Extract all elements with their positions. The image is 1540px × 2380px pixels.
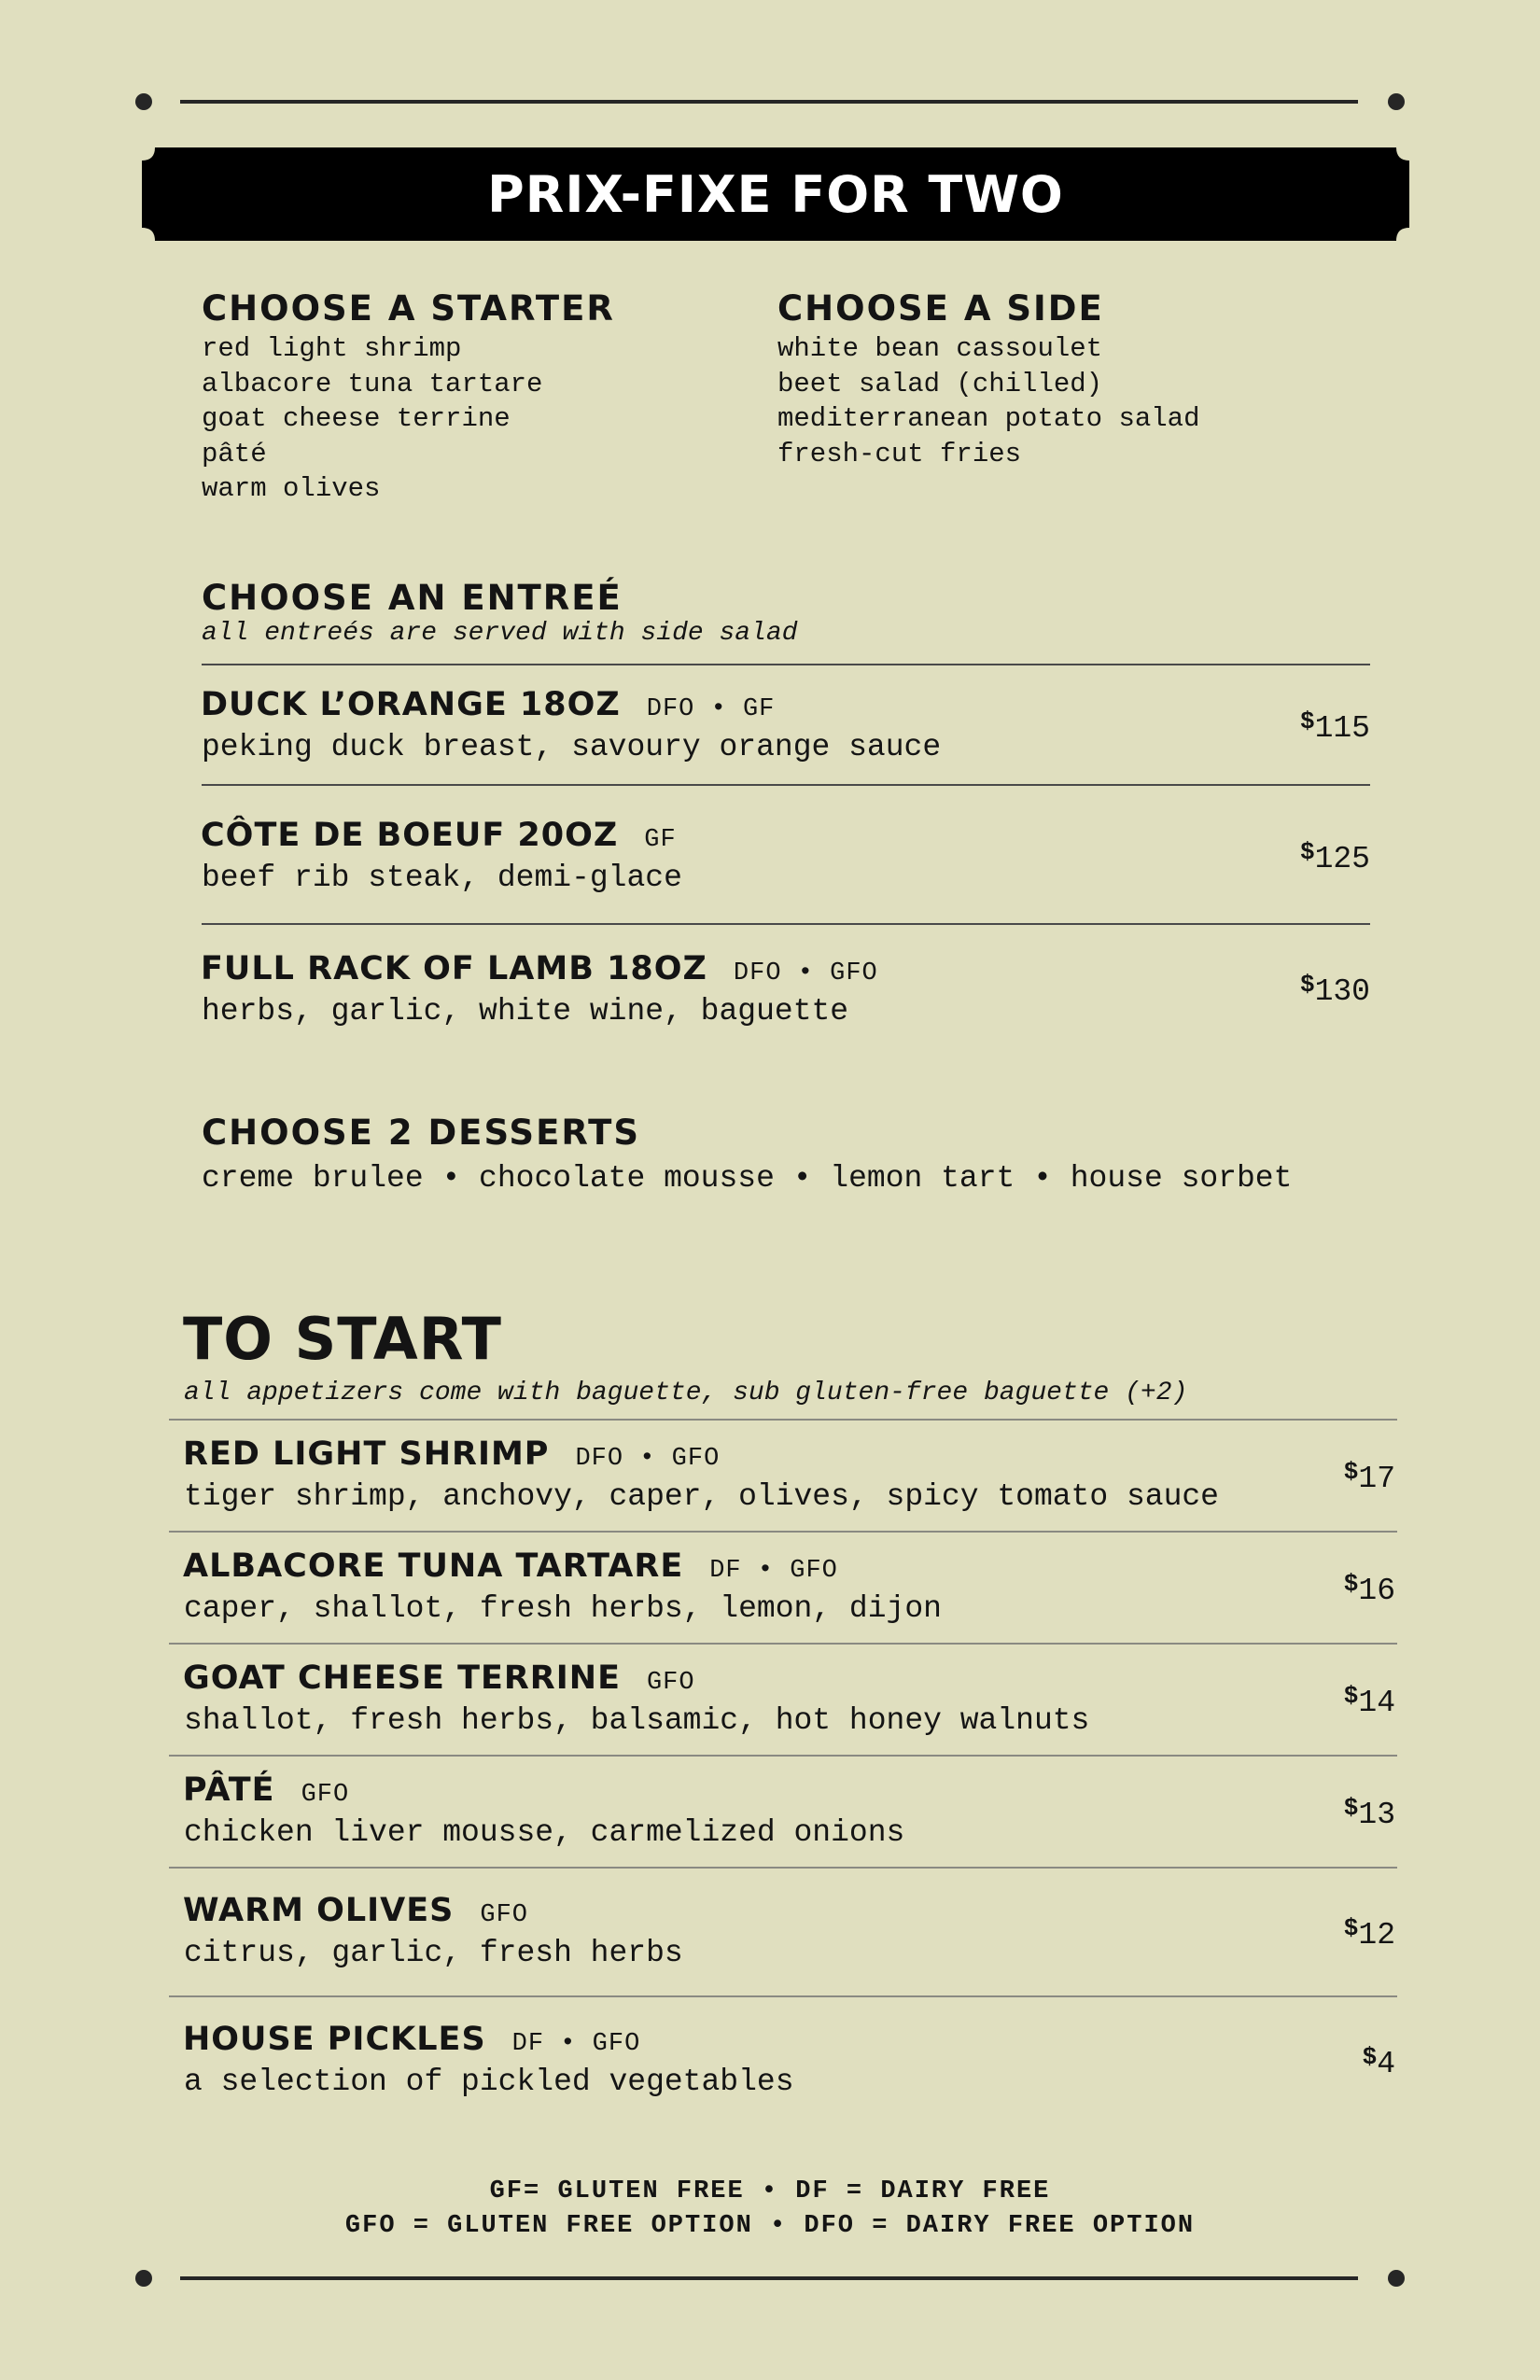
item-name: RED LIGHT SHRIMP bbox=[183, 1435, 550, 1473]
appetizer-item-title bbox=[183, 2023, 640, 2057]
bottom-rule bbox=[180, 2276, 1358, 2280]
appetizer-item-title bbox=[183, 1892, 528, 1929]
item-name: WARM OLIVES bbox=[183, 1892, 455, 1929]
to-start-note: all appetizers come with baguette, sub gluten-free baguette (+2) bbox=[184, 1379, 1188, 1407]
entree-divider bbox=[202, 923, 1370, 925]
list-item: albacore tuna tartare bbox=[202, 368, 543, 399]
list-item: white bean cassoulet bbox=[777, 333, 1103, 364]
price-value: 13 bbox=[1358, 1798, 1395, 1832]
ornament-dot-top-right bbox=[1388, 93, 1405, 110]
item-price bbox=[1300, 971, 1370, 1009]
item-description: shallot, fresh herbs, balsamic, hot honey walnuts bbox=[184, 1703, 1090, 1738]
desserts-heading: CHOOSE 2 DESSERTS bbox=[202, 1113, 641, 1153]
entree-item-title bbox=[201, 950, 878, 987]
item-name: GOAT CHEESE TERRINE bbox=[183, 1659, 621, 1697]
list-item: red light shrimp bbox=[202, 333, 462, 364]
entree-note: all entreés are served with side salad bbox=[202, 619, 798, 648]
ornament-dot-bottom-right bbox=[1388, 2270, 1405, 2287]
item-name: PÂTÉ bbox=[183, 1771, 275, 1809]
item-description: beef rib steak, demi-glace bbox=[202, 861, 682, 895]
item-price bbox=[1344, 1794, 1395, 1832]
appetizer-item-title bbox=[183, 1547, 838, 1585]
list-item: fresh-cut fries bbox=[777, 438, 1022, 469]
item-price bbox=[1344, 1458, 1395, 1496]
dietary-tags: DFO • GF bbox=[646, 695, 776, 723]
price-value: 130 bbox=[1314, 974, 1370, 1009]
price-value: 125 bbox=[1314, 842, 1370, 876]
starter-heading: CHOOSE A STARTER bbox=[202, 288, 615, 329]
ornament-dot-bottom-left bbox=[135, 2270, 152, 2287]
item-price bbox=[1344, 1682, 1395, 1720]
list-item: mediterranean potato salad bbox=[777, 403, 1200, 434]
appetizer-item-title bbox=[183, 1659, 695, 1697]
dietary-legend-line-2: GFO = GLUTEN FREE OPTION • DFO = DAIRY FREE OPTION bbox=[344, 2212, 1196, 2240]
appetizer-item-title bbox=[183, 1435, 721, 1473]
item-description: a selection of pickled vegetables bbox=[184, 2065, 794, 2099]
to-start-heading: TO START bbox=[183, 1305, 502, 1373]
dietary-tags: DFO • GFO bbox=[575, 1445, 721, 1473]
price-value: 17 bbox=[1358, 1462, 1395, 1496]
item-description: caper, shallot, fresh herbs, lemon, dijon bbox=[184, 1591, 942, 1626]
appetizer-divider bbox=[169, 1755, 1397, 1757]
dietary-tags: GFO bbox=[646, 1669, 695, 1697]
list-item: goat cheese terrine bbox=[202, 403, 511, 434]
currency-symbol: $ bbox=[1299, 707, 1315, 735]
price-value: 12 bbox=[1358, 1918, 1395, 1953]
side-heading: CHOOSE A SIDE bbox=[777, 288, 1104, 329]
top-rule bbox=[180, 100, 1358, 104]
currency-symbol: $ bbox=[1362, 2043, 1378, 2071]
item-description: peking duck breast, savoury orange sauce bbox=[202, 730, 942, 764]
banner-title: PRIX-FIXE FOR TWO bbox=[487, 164, 1064, 224]
appetizer-divider bbox=[169, 1643, 1397, 1645]
dietary-tags: GF bbox=[644, 826, 677, 854]
list-item: beet salad (chilled) bbox=[777, 368, 1103, 399]
desserts-list: creme brulee • chocolate mousse • lemon tart • house sorbet bbox=[202, 1161, 1293, 1196]
entree-item-title bbox=[201, 686, 776, 723]
item-description: citrus, garlic, fresh herbs bbox=[184, 1936, 683, 1970]
price-value: 4 bbox=[1377, 2047, 1395, 2081]
appetizer-divider bbox=[169, 1995, 1397, 1997]
appetizer-divider bbox=[169, 1867, 1397, 1869]
item-description: herbs, garlic, white wine, baguette bbox=[202, 994, 849, 1029]
currency-symbol: $ bbox=[1343, 1570, 1359, 1598]
entree-heading: CHOOSE AN ENTREÉ bbox=[202, 578, 623, 618]
currency-symbol: $ bbox=[1343, 1682, 1359, 1710]
list-item: pâté bbox=[202, 438, 267, 469]
price-value: 14 bbox=[1358, 1686, 1395, 1720]
item-name: CÔTE DE BOEUF 20OZ bbox=[201, 817, 619, 854]
starter-list bbox=[202, 331, 542, 507]
appetizer-divider bbox=[169, 1531, 1397, 1533]
dietary-tags: DFO • GFO bbox=[733, 959, 878, 987]
entree-divider bbox=[202, 664, 1370, 665]
prix-fixe-banner bbox=[142, 147, 1409, 241]
item-price bbox=[1363, 2043, 1395, 2081]
item-description: tiger shrimp, anchovy, caper, olives, spicy tomato sauce bbox=[184, 1479, 1219, 1514]
item-price bbox=[1300, 707, 1370, 746]
ornament-dot-top-left bbox=[135, 93, 152, 110]
item-name: DUCK L’ORANGE 18OZ bbox=[201, 686, 621, 723]
item-description: chicken liver mousse, carmelized onions bbox=[184, 1815, 905, 1850]
appetizer-item-title bbox=[183, 1771, 350, 1809]
dietary-tags: GFO bbox=[480, 1901, 528, 1929]
entree-divider bbox=[202, 784, 1370, 786]
item-price bbox=[1344, 1914, 1395, 1953]
dietary-tags: DF • GFO bbox=[709, 1557, 838, 1585]
item-name: ALBACORE TUNA TARTARE bbox=[183, 1547, 684, 1585]
dietary-tags: DF • GFO bbox=[511, 2030, 641, 2058]
item-price bbox=[1300, 838, 1370, 876]
item-price bbox=[1344, 1570, 1395, 1608]
entree-item-title bbox=[201, 819, 677, 853]
dietary-tags: GFO bbox=[301, 1781, 350, 1809]
item-name: FULL RACK OF LAMB 18OZ bbox=[201, 950, 707, 987]
list-item: warm olives bbox=[202, 473, 381, 504]
currency-symbol: $ bbox=[1343, 1458, 1359, 1486]
side-list bbox=[777, 331, 1199, 471]
currency-symbol: $ bbox=[1343, 1794, 1359, 1822]
price-value: 16 bbox=[1358, 1574, 1395, 1608]
price-value: 115 bbox=[1314, 711, 1370, 746]
currency-symbol: $ bbox=[1299, 838, 1315, 866]
item-name: HOUSE PICKLES bbox=[183, 2021, 486, 2058]
currency-symbol: $ bbox=[1299, 971, 1315, 999]
dietary-legend-line-1: GF= GLUTEN FREE • DF = DAIRY FREE bbox=[489, 2177, 1051, 2205]
appetizer-divider bbox=[169, 1419, 1397, 1421]
currency-symbol: $ bbox=[1343, 1914, 1359, 1942]
